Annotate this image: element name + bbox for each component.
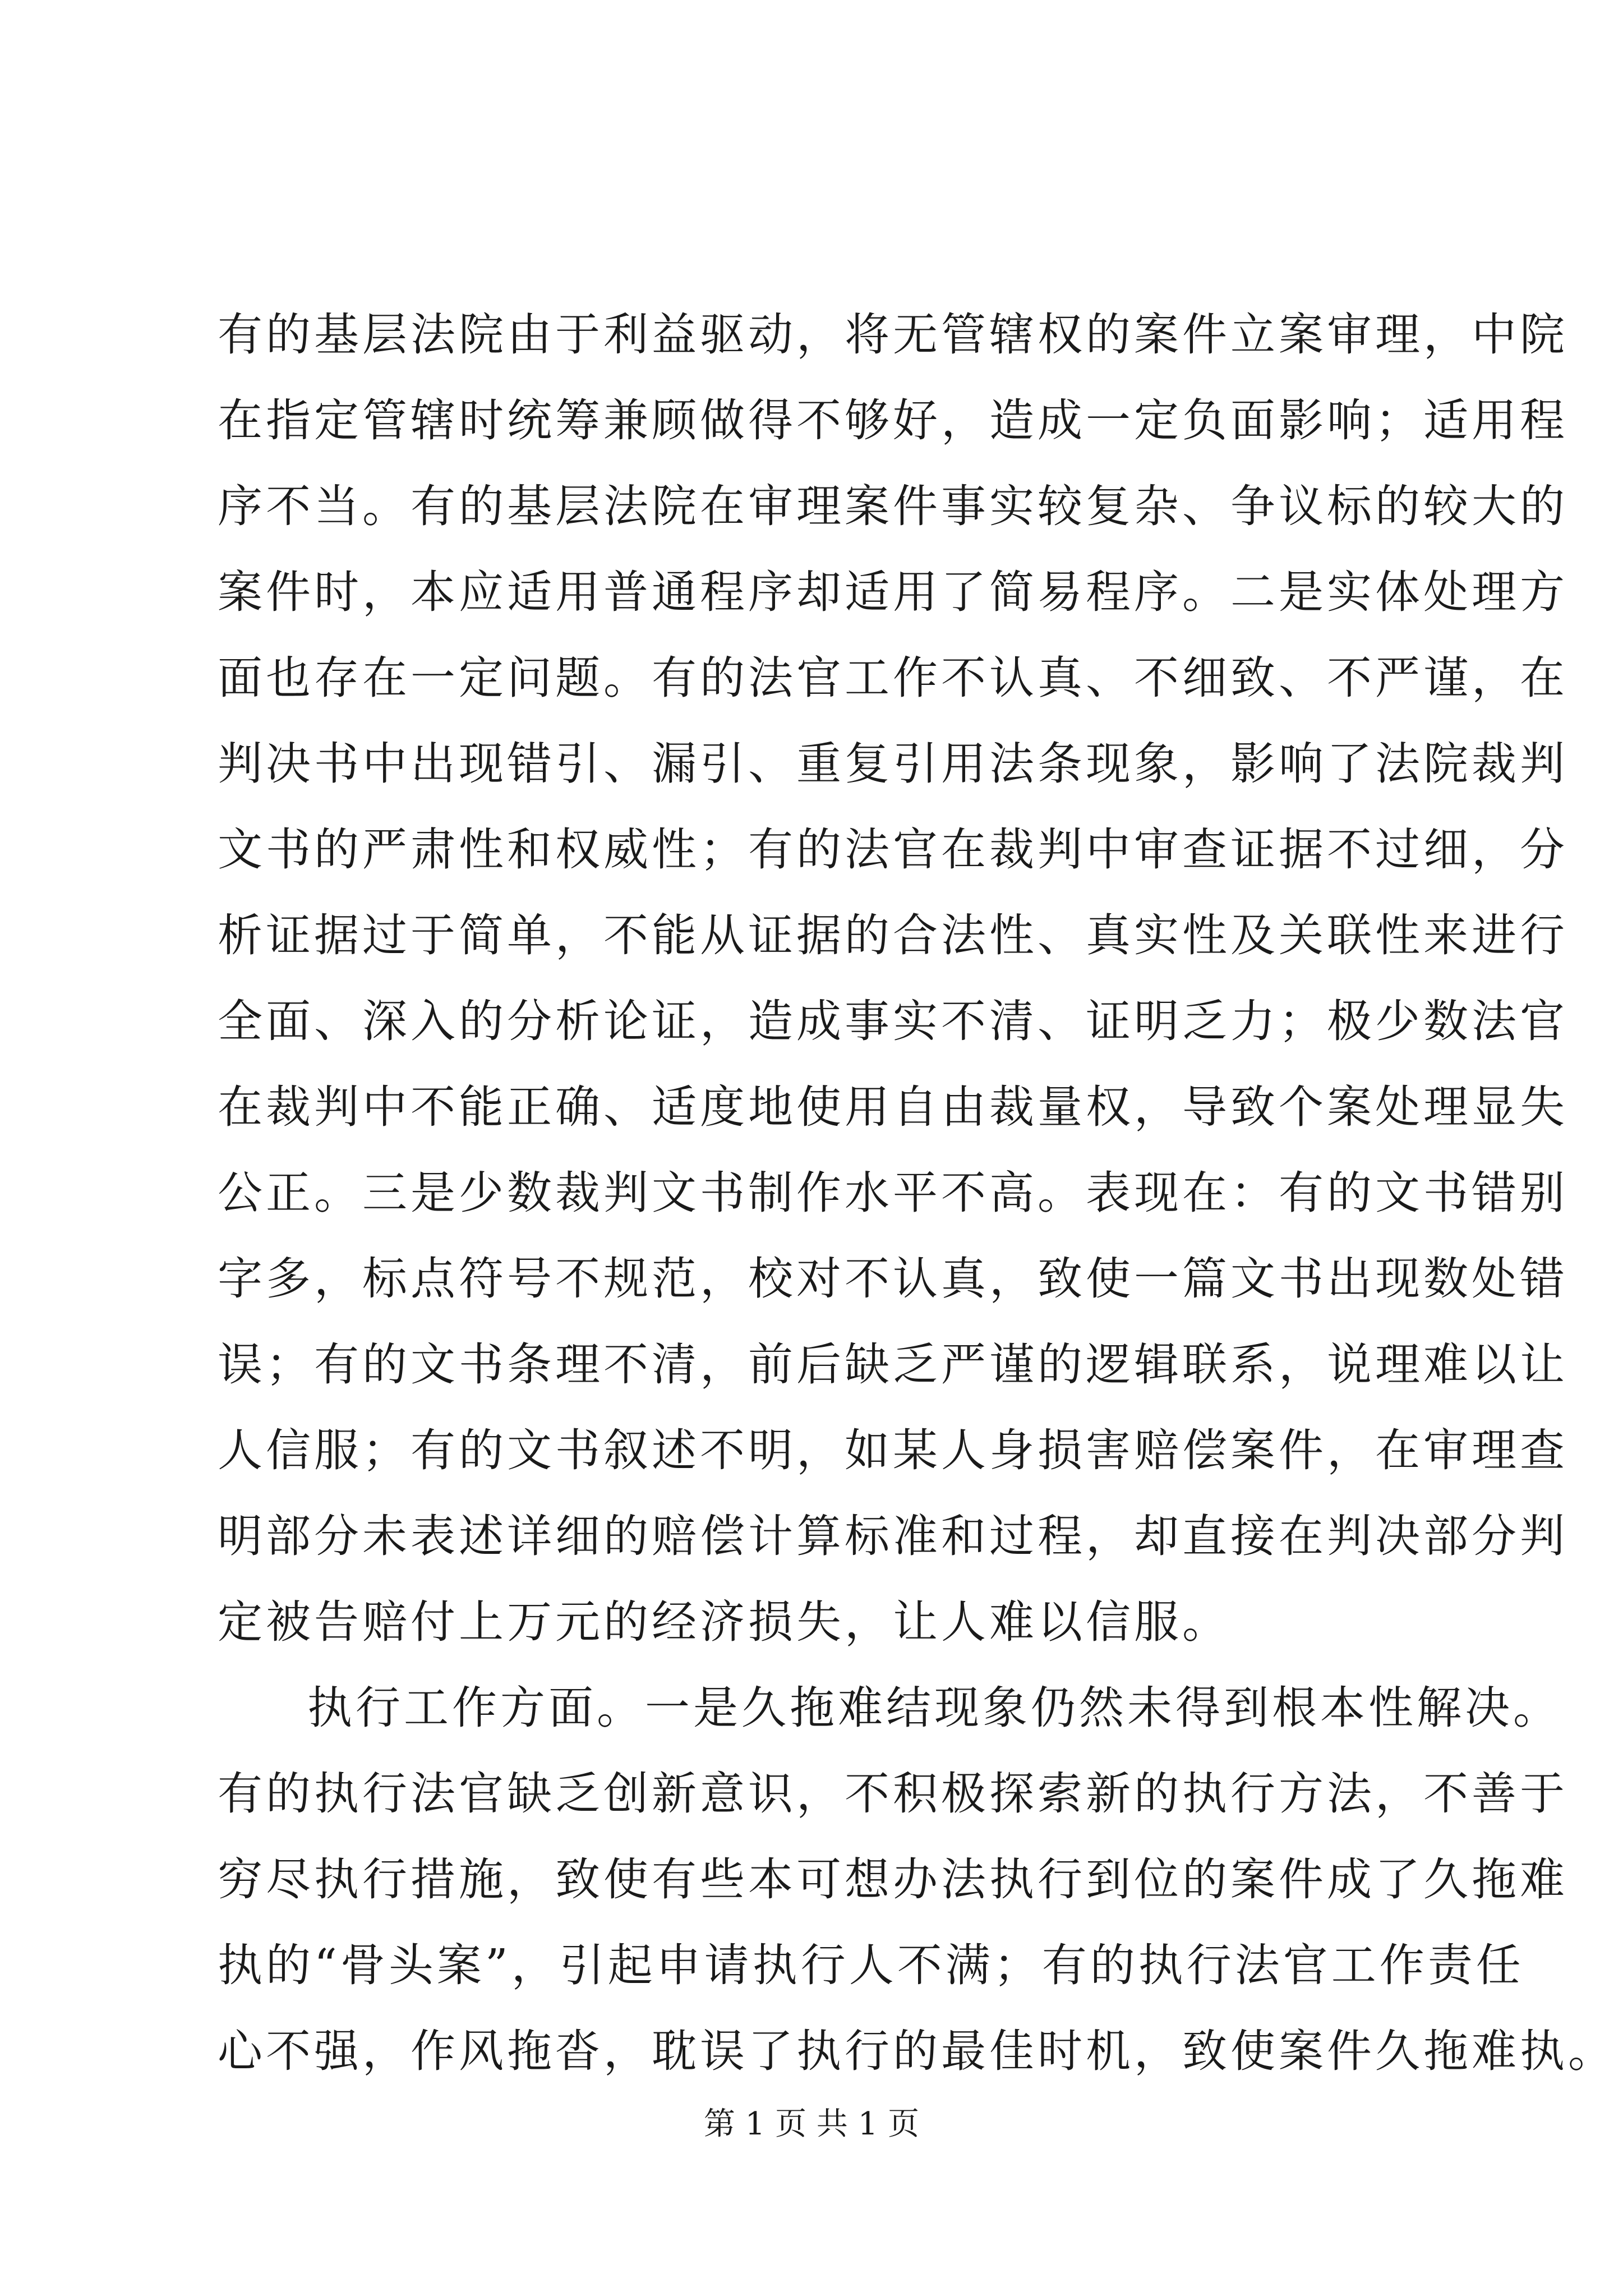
- body-line: 在指定管辖时统筹兼顾做得不够好，造成一定负面影响；适用程: [218, 394, 1568, 447]
- body-line: 心不强，作风拖沓，耽误了执行的最佳时机，致使案件久拖难执。: [218, 2025, 1616, 2077]
- body-line: 定被告赔付上万元的经济损失，让人难以信服。: [218, 1596, 1230, 1648]
- body-line: 穷尽执行措施，致使有些本可想办法执行到位的案件成了久拖难: [218, 1853, 1568, 1906]
- body-line: 判决书中出现错引、漏引、重复引用法条现象，影响了法院裁判: [218, 738, 1568, 790]
- body-line: 文书的严肃性和权威性；有的法官在裁判中审查证据不过细，分: [218, 823, 1568, 876]
- body-line: 人信服；有的文书叙述不明，如某人身损害赔偿案件，在审理查: [218, 1424, 1568, 1476]
- body-line: 序不当。有的基层法院在审理案件事实较复杂、争议标的较大的: [218, 480, 1568, 532]
- body-line: 有的执行法官缺乏创新意识，不积极探索新的执行方法，不善于: [218, 1768, 1568, 1820]
- page-footer: 第 1 页 共 1 页: [703, 2106, 920, 2142]
- body-line: 明部分未表述详细的赔偿计算标准和过程，却直接在判决部分判: [218, 1510, 1568, 1562]
- body-line: 字多，标点符号不规范，校对不认真，致使一篇文书出现数处错: [218, 1253, 1568, 1305]
- body-line: 误；有的文书条理不清，前后缺乏严谨的逻辑联系，说理难以让: [218, 1338, 1568, 1391]
- body-line: 公正。三是少数裁判文书制作水平不高。表现在：有的文书错别: [218, 1167, 1568, 1219]
- paragraph-first-line: 执行工作方面。一是久拖难结现象仍然未得到根本性解决。: [307, 1682, 1561, 1734]
- body-line: 面也存在一定问题。有的法官工作不认真、不细致、不严谨，在: [218, 652, 1568, 704]
- body-line: 执的“骨头案”，引起申请执行人不满；有的执行法官工作责任: [218, 1939, 1524, 1991]
- body-line: 析证据过于简单，不能从证据的合法性、真实性及关联性来进行: [218, 909, 1568, 961]
- body-line: 有的基层法院由于利益驱动，将无管辖权的案件立案审理，中院: [218, 309, 1568, 361]
- body-line: 在裁判中不能正确、适度地使用自由裁量权，导致个案处理显失: [218, 1081, 1568, 1133]
- body-line: 案件时，本应适用普通程序却适用了简易程序。二是实体处理方: [218, 566, 1568, 618]
- body-line: 全面、深入的分析论证，造成事实不清、证明乏力；极少数法官: [218, 995, 1568, 1047]
